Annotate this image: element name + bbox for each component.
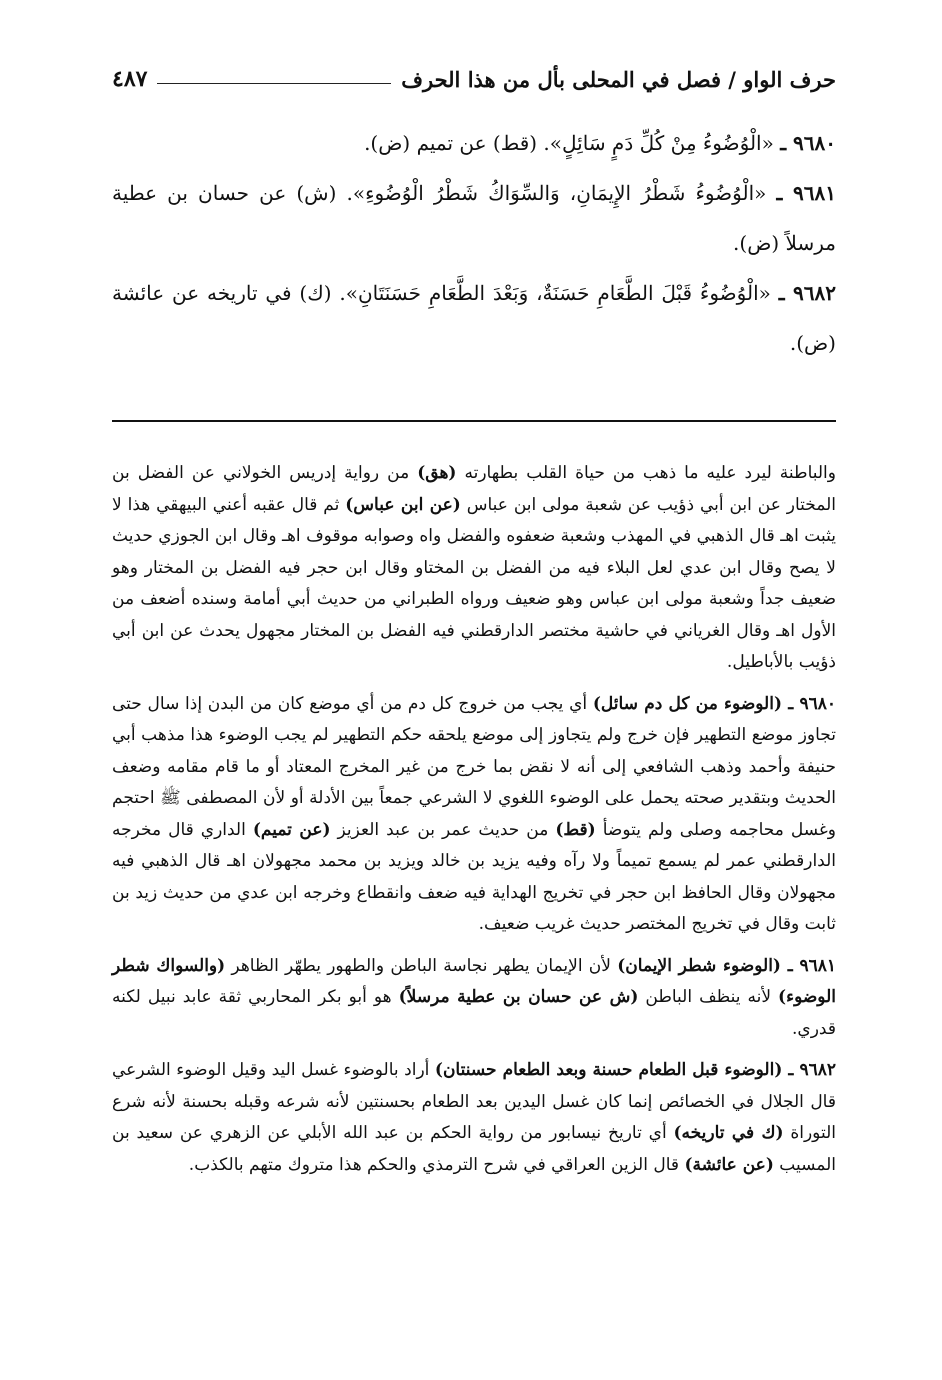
commentary-number: ٩٦٨٢ ـ xyxy=(782,1060,836,1080)
commentary-text: لأن الإيمان يطهر نجاسة الباطن والطهور يطهّر الظاهر xyxy=(225,955,618,976)
header-title: حرف الواو / فصل في المحلى بأل من هذا الحرف xyxy=(401,67,836,92)
commentary-text: أراد بالوضوء غسل اليد وقيل الوضوء الشرعي قال الجلال في الخصائص إنما كان غسل اليدين بعد الطعام بحسنتين لأنه شرعه وقبله بحسنة لأنه شرع التوراة xyxy=(112,1060,836,1143)
quoted-hadith: (والسواك شطر الوضوء) xyxy=(112,955,836,1007)
commentary-text: والباطنة ليرد عليه ما ذهب من حياة القلب بطهارته xyxy=(456,463,836,483)
narrator-reference: (عن عائشة) xyxy=(684,1154,774,1175)
quoted-hadith: (الوضوء شطر الإيمان) xyxy=(617,955,781,976)
commentary-text: قال الزين العراقي في شرح الترمذي والحكم هذا متروك متهم بالكذب. xyxy=(188,1154,685,1175)
hadith-entry-9681 xyxy=(112,168,836,268)
commentary-number: ٩٦٨٠ ـ xyxy=(781,693,836,714)
commentary-paragraph-9682 xyxy=(112,1055,836,1181)
entry-number: ٩٦٨١ ـ xyxy=(776,181,837,205)
commentary-paragraph-9680 xyxy=(112,689,836,941)
commentary-text: ثم قال عقبه أعني البيهقي هذا لا يثبت اهـ قال الذهبي في المهذب وشعبة ضعفوه والفضل واه وصوابه موقوف اهـ وقال ابن الجوزي حديث لا يصح وقال ابن عدي لعل البلاء فيه من الفضل بن المختاو وقال ابن حجر فيه الفضل بن المختار وهو ضعيف جداً وشعبة مولى ابن عباس وهو ضعيف ورواه الطبراني من حديث أبي أمامة وسنده أضعف من الأول اهـ وقال الغرياني في حاشية مختصر الدارقطني فيه الفضل بن المختار مجهول يحدث عن ابن أبي ذؤيب بالأباطيل. xyxy=(112,494,836,672)
hadith-entry-9682 xyxy=(112,268,836,368)
running-header xyxy=(112,52,836,92)
entry-text: «الْوُضُوءُ شَطْرُ الإِيمَانِ، وَالسِّوَاكُ شَطْرُ الْوُضُوءِ». (ش) عن حسان بن عطية مرسلاً (ض). xyxy=(112,181,836,255)
header-rule xyxy=(157,83,391,84)
page-number: ٤٨٧ xyxy=(112,66,148,92)
hadith-entry-9680 xyxy=(112,118,836,168)
entry-number: ٩٦٨٢ ـ xyxy=(778,281,836,305)
commentary-text: لأنه ينظف الباطن xyxy=(638,987,779,1007)
narrator-reference: (عن ابن عباس) xyxy=(345,494,461,515)
commentary-paragraph-continued xyxy=(112,458,836,679)
quoted-hadith: (الوضوء من كل دم سائل) xyxy=(592,693,782,714)
source-code: (ك في تاريخه) xyxy=(673,1123,784,1143)
entry-text: «الْوُضُوءُ مِنْ كُلِّ دَمٍ سَائِلٍ». (قط) عن تميم (ض). xyxy=(364,131,774,155)
commentary-text: من رواية إدريس الخولاني عن الفضل بن المختار عن ابن أبي ذؤيب عن شعبة مولى ابن عباس xyxy=(112,463,836,515)
narrator-reference: (عن تميم) xyxy=(252,819,331,840)
entry-number: ٩٦٨٠ ـ xyxy=(780,131,836,155)
commentary-paragraph-9681 xyxy=(112,951,836,1046)
commentary-text: الداري قال مخرجه الدارقطني عمر لم يسمع تميماً ولا رآه وفيه يزيد بن خالد ويزيد بن محمد مجهولان اهـ قال الذهبي فيه مجهولان وقال الحافظ ابن حجر في تخريج الهداية فيه ضعف وانقطاع وخرجه ابن عدي من حديث زيد بن ثابت وقال في تخريج المختصر حديث غريب ضعيف. xyxy=(112,819,836,934)
section-divider xyxy=(112,420,836,422)
commentary-text: هو أبو بكر المحاربي ثقة عابد نبيل لكنه قدري. xyxy=(112,987,836,1039)
quoted-hadith: (الوضوء قبل الطعام حسنة وبعد الطعام حسنتان) xyxy=(434,1060,783,1080)
commentary-number: ٩٦٨١ ـ xyxy=(780,955,837,976)
commentary-text: من حديث عمر بن عبد العزيز xyxy=(330,819,556,840)
commentary-text: أي يجب من خروج كل دم من أي موضع كان من البدن إذا سال حتى تجاوز موضع التطهير فإن خرج ولم يتجاوز إلى موضع يلحقه حكم التطهير لم يجب الوضوء هذا مذهب أبي حنيفة وأحمد وذهب الشافعي إلى أنه لا نقض بما خرج من غير المخرج المعتاد أو ما قام مقامه وضعف الحديث وبتقدير صحته يحمل على الوضوء اللغوي لا الشرعي جمعاً بين الأدلة أو لأن المصطفى ﷺ احتجم وغسل محاجمه وصلى ولم يتوضأ xyxy=(112,693,837,840)
commentary xyxy=(112,458,836,1191)
narrator-reference: (ش عن حسان بن عطية مرسلاً) xyxy=(398,987,639,1007)
entry-text: «الْوُضُوءُ قَبْلَ الطَّعَامِ حَسَنَةٌ، وَبَعْدَ الطَّعَامِ حَسَنَتَانِ». (ك) في تاريخه عن عائشة (ض). xyxy=(112,281,836,355)
source-code: (قط) xyxy=(555,819,596,840)
hadith-entries xyxy=(112,118,836,368)
commentary-text: أي تاريخ نيسابور من رواية الحكم بن عبد الله الأبلي عن الزهري عن سعيد بن المسيب xyxy=(112,1123,836,1175)
source-code: (هق) xyxy=(417,463,457,483)
